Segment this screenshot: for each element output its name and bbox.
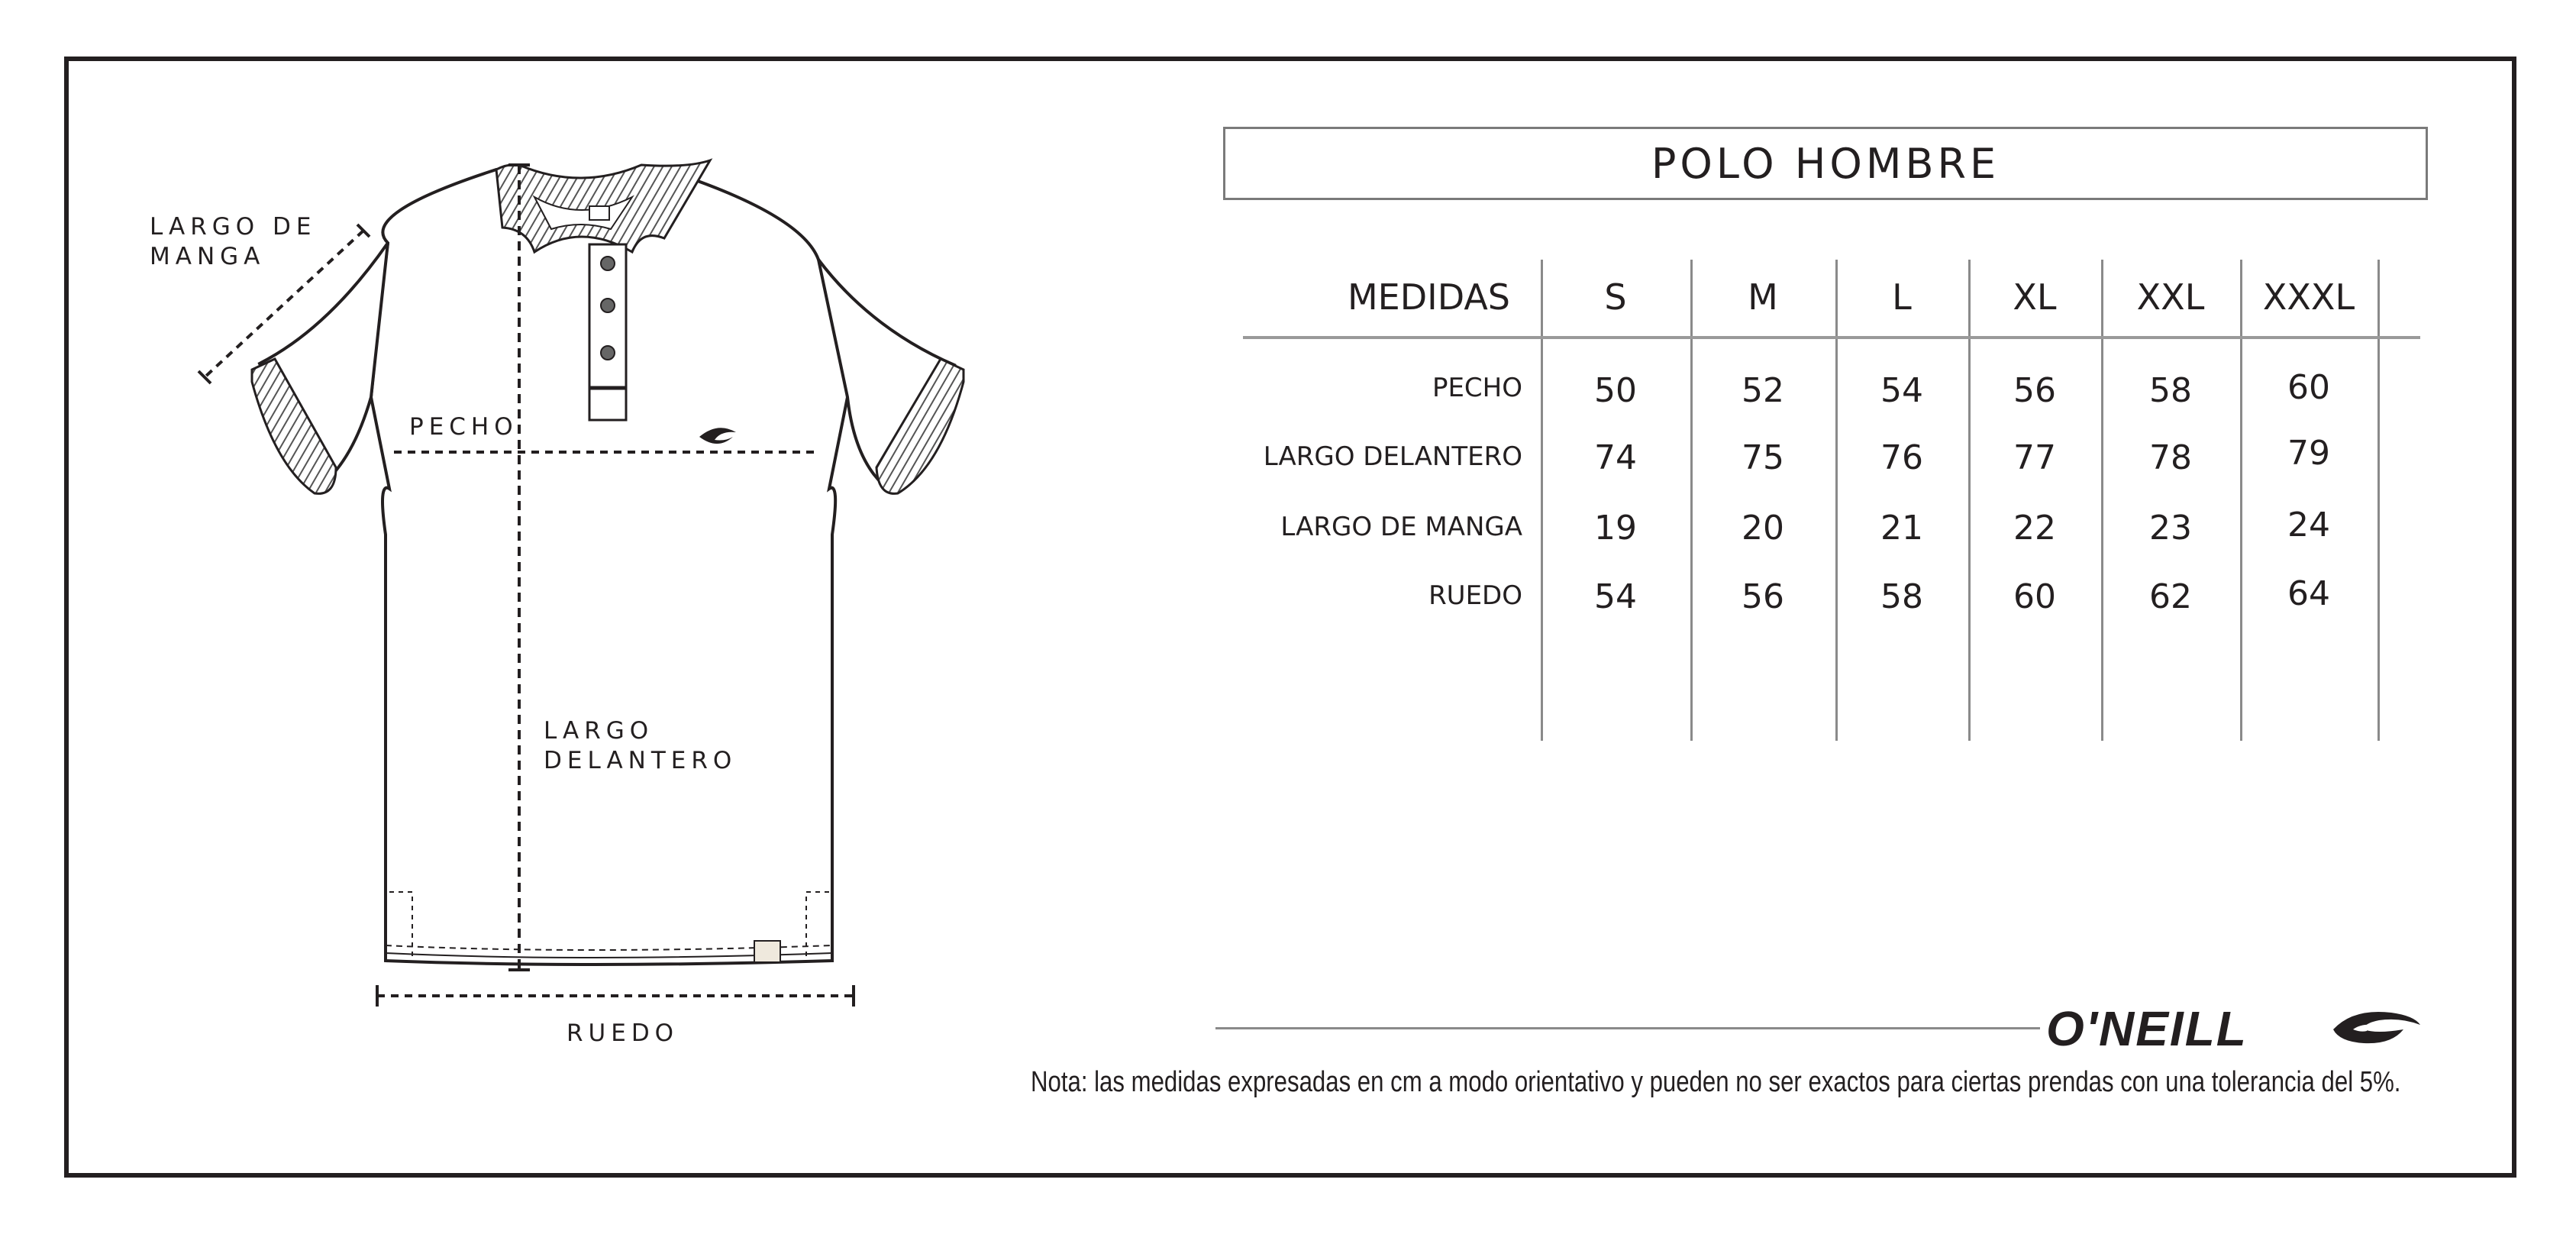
row-label-ruedo: RUEDO <box>1428 580 1522 611</box>
table-cell: 58 <box>2149 371 2192 410</box>
table-cell: 64 <box>2287 574 2330 613</box>
label-largo-de-manga: LARGO DE MANGA <box>150 213 317 270</box>
table-cell: 54 <box>1880 371 1923 410</box>
header-divider <box>1243 336 2420 339</box>
brand-divider <box>1215 1027 2040 1029</box>
footnote: Nota: las medidas expresadas en cm a modo orientativo y pueden no ser exactos para ciertas prendas con una tolerancia del 5%. <box>1031 1066 2401 1098</box>
header-size-s: S <box>1604 276 1627 318</box>
label-largo-delantero: LARGO DELANTERO <box>544 717 738 774</box>
table-cell: 19 <box>1594 509 1637 548</box>
table-cell: 77 <box>2013 438 2056 477</box>
table-cell: 76 <box>1880 438 1923 477</box>
button-icon <box>601 299 615 312</box>
header-size-m: M <box>1748 276 1778 318</box>
button-icon <box>601 346 615 360</box>
row-label-pecho: PECHO <box>1432 373 1522 403</box>
table-cell: 52 <box>1742 371 1784 410</box>
header-size-xxl: XXL <box>2136 276 2205 318</box>
label-pecho: PECHO <box>409 413 518 441</box>
table-cell: 24 <box>2287 506 2330 544</box>
row-label-largo-de-manga: LARGO DE MANGA <box>1280 512 1522 542</box>
header-medidas: MEDIDAS <box>1347 276 1510 318</box>
label-ruedo: RUEDO <box>567 1019 680 1047</box>
oneill-wave-logo-icon <box>2330 1007 2423 1049</box>
table-cell: 75 <box>1742 438 1784 477</box>
header-size-xl: XL <box>2013 276 2057 318</box>
title-box <box>1223 127 2428 200</box>
header-size-l: L <box>1892 276 1912 318</box>
table-cell: 56 <box>2013 371 2056 410</box>
size-table <box>1243 260 2420 741</box>
polo-shirt-illustration <box>0 0 1069 1257</box>
table-cell: 74 <box>1594 438 1637 477</box>
table-cell: 79 <box>2287 434 2330 473</box>
table-cell: 23 <box>2149 509 2192 548</box>
page-title: POLO HOMBRE <box>1651 139 2000 188</box>
table-cell: 20 <box>1742 509 1784 548</box>
table-cell: 56 <box>1742 577 1784 616</box>
button-icon <box>601 257 615 270</box>
table-cell: 22 <box>2013 509 2056 548</box>
table-cell: 50 <box>1594 371 1637 410</box>
table-cell: 54 <box>1594 577 1637 616</box>
table-cell: 58 <box>1880 577 1923 616</box>
table-cell: 60 <box>2013 577 2056 616</box>
brand-wordmark: O'NEILL <box>2046 1001 2248 1056</box>
table-cell: 21 <box>1880 509 1923 548</box>
header-size-xxxl: XXXL <box>2262 276 2355 318</box>
table-cell: 60 <box>2287 368 2330 407</box>
table-cell: 78 <box>2149 438 2192 477</box>
row-label-largo-delantero: LARGO DELANTERO <box>1263 441 1522 472</box>
table-cell: 62 <box>2149 577 2192 616</box>
